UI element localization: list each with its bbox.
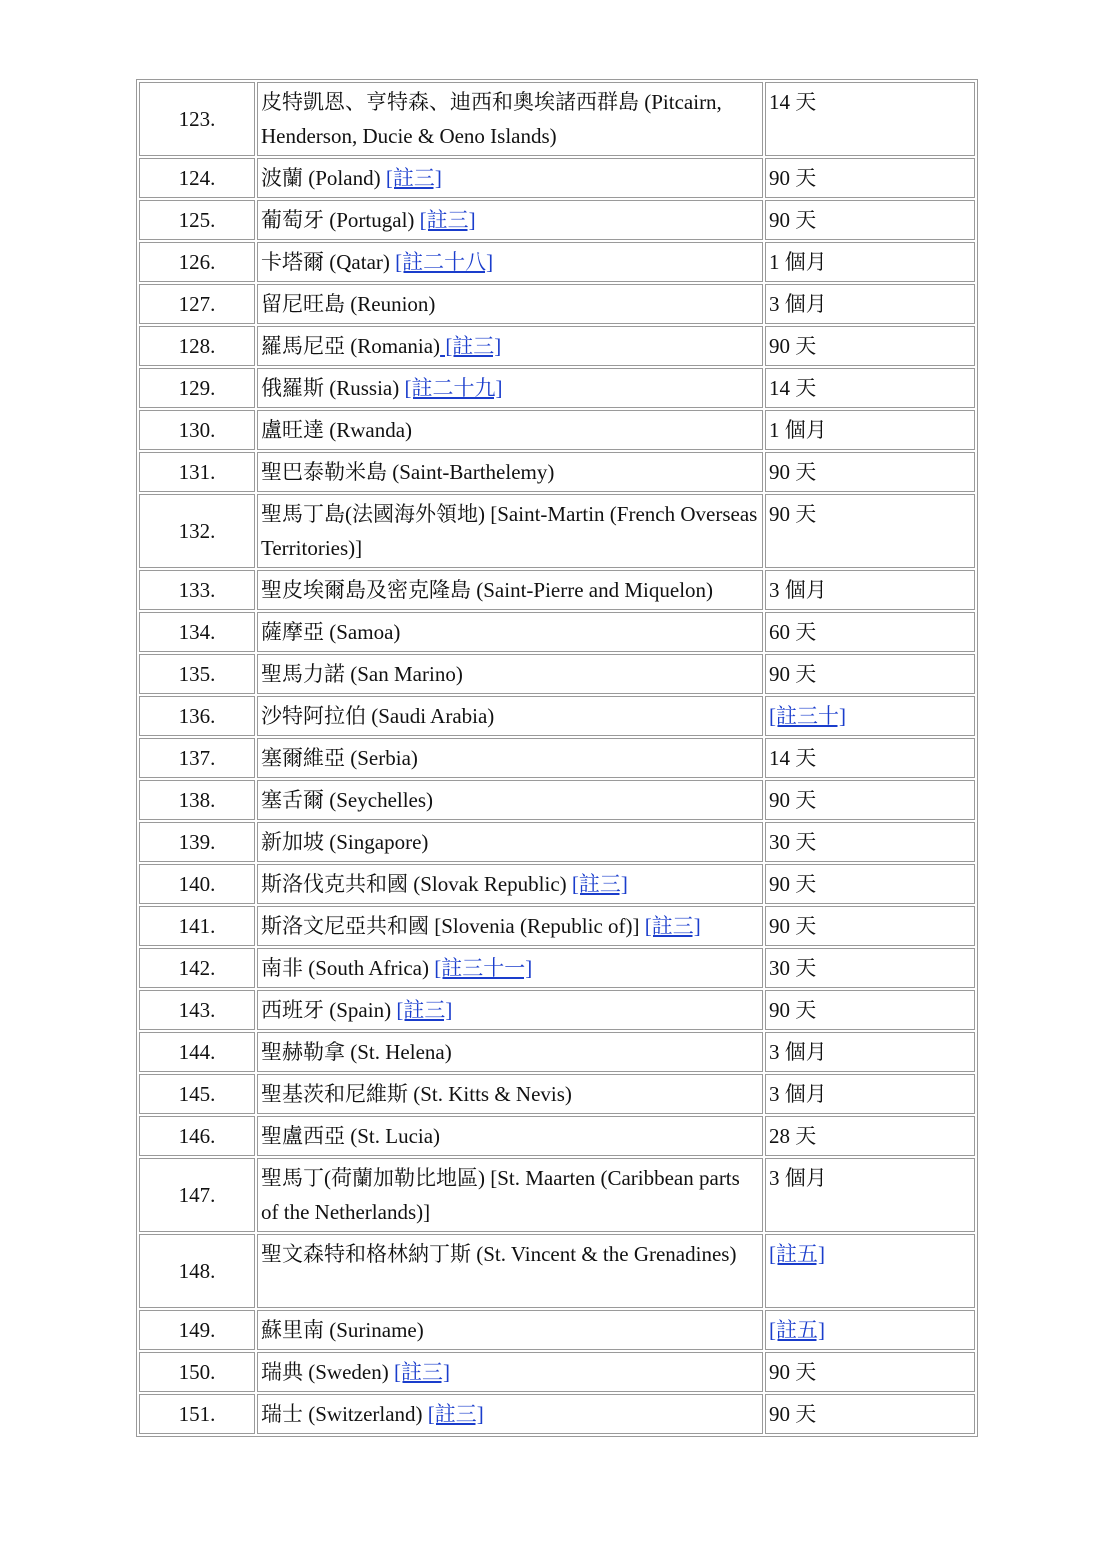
stay-cell <box>765 494 975 568</box>
stay-footnote-link[interactable]: [註五] <box>769 1242 825 1266</box>
stay-cell <box>765 822 975 862</box>
stay-cell <box>765 1032 975 1072</box>
table-row <box>139 570 975 610</box>
row-number: 137. <box>139 738 255 778</box>
country-cell <box>257 990 763 1030</box>
country-cell <box>257 284 763 324</box>
visa-free-table <box>136 79 978 1437</box>
row-number: 145. <box>139 1074 255 1114</box>
country-cell <box>257 612 763 652</box>
stay-cell <box>765 1352 975 1392</box>
stay-duration: 14 天 <box>769 376 817 400</box>
stay-duration: 30 天 <box>769 956 817 980</box>
table-row <box>139 822 975 862</box>
stay-cell <box>765 654 975 694</box>
country-cell <box>257 1394 763 1434</box>
stay-duration: 3 個月 <box>769 578 827 602</box>
country-name: 西班牙 (Spain) <box>261 998 397 1022</box>
country-name: 斯洛文尼亞共和國 [Slovenia (Republic of)] <box>261 914 645 938</box>
footnote-link[interactable]: [註三] <box>396 998 453 1022</box>
stay-duration: 90 天 <box>769 460 817 484</box>
country-cell <box>257 200 763 240</box>
stay-duration: 90 天 <box>769 1360 817 1384</box>
row-number: 142. <box>139 948 255 988</box>
stay-cell <box>765 326 975 366</box>
country-cell <box>257 242 763 282</box>
table-row <box>139 612 975 652</box>
footnote-link[interactable]: [註三] <box>427 1402 484 1426</box>
table-row <box>139 1032 975 1072</box>
country-cell <box>257 1158 763 1232</box>
country-name: 皮特凱恩、亨特森、迪西和奧埃諸西群島 (Pitcairn, Henderson, Ducie & Oeno Islands) <box>261 90 722 148</box>
stay-cell <box>765 1074 975 1114</box>
stay-cell <box>765 948 975 988</box>
country-name: 瑞典 (Sweden) <box>261 1360 394 1384</box>
table-body <box>139 82 975 1434</box>
row-number: 140. <box>139 864 255 904</box>
country-name: 塞舌爾 (Seychelles) <box>261 788 434 812</box>
stay-cell <box>765 612 975 652</box>
country-name: 羅馬尼亞 (Romania) <box>261 334 441 358</box>
stay-cell <box>765 1158 975 1232</box>
row-number: 127. <box>139 284 255 324</box>
stay-cell <box>765 242 975 282</box>
table-row <box>139 1158 975 1232</box>
country-cell <box>257 1352 763 1392</box>
country-name: 聖馬丁(荷蘭加勒比地區) [St. Maarten (Caribbean parts of the Netherlands)] <box>261 1166 740 1224</box>
table-row <box>139 738 975 778</box>
stay-duration: 60 天 <box>769 620 817 644</box>
stay-duration: 90 天 <box>769 914 817 938</box>
stay-cell <box>765 990 975 1030</box>
table-row <box>139 696 975 736</box>
country-cell <box>257 1310 763 1350</box>
stay-duration: 90 天 <box>769 872 817 896</box>
table-row <box>139 494 975 568</box>
row-number: 130. <box>139 410 255 450</box>
country-name: 聖盧西亞 (St. Lucia) <box>261 1124 441 1148</box>
stay-duration: 90 天 <box>769 334 817 358</box>
stay-cell <box>765 368 975 408</box>
country-name: 俄羅斯 (Russia) <box>261 376 405 400</box>
table-row <box>139 326 975 366</box>
country-name: 瑞士 (Switzerland) <box>261 1402 428 1426</box>
row-number: 144. <box>139 1032 255 1072</box>
footnote-link[interactable]: [註三] <box>644 914 701 938</box>
row-number: 134. <box>139 612 255 652</box>
row-number: 131. <box>139 452 255 492</box>
stay-duration: 90 天 <box>769 788 817 812</box>
stay-cell <box>765 158 975 198</box>
row-number: 125. <box>139 200 255 240</box>
country-name: 盧旺達 (Rwanda) <box>261 418 413 442</box>
footnote-link[interactable]: [註二十九] <box>404 376 503 400</box>
stay-cell <box>765 738 975 778</box>
table-row <box>139 82 975 156</box>
country-cell <box>257 158 763 198</box>
row-number: 123. <box>139 82 255 156</box>
stay-cell <box>765 1234 975 1308</box>
row-number: 149. <box>139 1310 255 1350</box>
stay-duration: 90 天 <box>769 998 817 1022</box>
footnote-link[interactable]: [註三] <box>419 208 476 232</box>
country-name: 葡萄牙 (Portugal) <box>261 208 420 232</box>
stay-duration: 90 天 <box>769 166 817 190</box>
country-name: 新加坡 (Singapore) <box>261 830 429 854</box>
country-name: 卡塔爾 (Qatar) <box>261 250 396 274</box>
table-row <box>139 242 975 282</box>
country-name: 聖皮埃爾島及密克隆島 (Saint-Pierre and Miquelon) <box>261 578 714 602</box>
table-row <box>139 1074 975 1114</box>
stay-duration: 1 個月 <box>769 418 827 442</box>
stay-cell <box>765 780 975 820</box>
table-row <box>139 990 975 1030</box>
stay-duration: 14 天 <box>769 746 817 770</box>
country-cell <box>257 452 763 492</box>
country-cell <box>257 410 763 450</box>
country-cell <box>257 696 763 736</box>
country-cell <box>257 570 763 610</box>
table-row <box>139 948 975 988</box>
country-cell <box>257 906 763 946</box>
table-row <box>139 284 975 324</box>
country-name: 薩摩亞 (Samoa) <box>261 620 401 644</box>
stay-footnote-link[interactable]: [註三十] <box>769 704 846 728</box>
country-name: 塞爾維亞 (Serbia) <box>261 746 418 770</box>
row-number: 128. <box>139 326 255 366</box>
stay-duration: 90 天 <box>769 662 817 686</box>
footnote-link[interactable]: [註三] <box>440 334 502 358</box>
stay-duration: 30 天 <box>769 830 817 854</box>
table-row <box>139 158 975 198</box>
stay-duration: 90 天 <box>769 502 817 526</box>
stay-cell <box>765 1394 975 1434</box>
country-name: 聖文森特和格林納丁斯 (St. Vincent & the Grenadines) <box>261 1242 737 1266</box>
country-cell <box>257 654 763 694</box>
stay-cell <box>765 696 975 736</box>
country-name: 聖基茨和尼維斯 (St. Kitts & Nevis) <box>261 1082 572 1106</box>
stay-duration: 1 個月 <box>769 250 827 274</box>
row-number: 124. <box>139 158 255 198</box>
row-number: 126. <box>139 242 255 282</box>
country-cell <box>257 1032 763 1072</box>
stay-cell <box>765 452 975 492</box>
country-name: 聖赫勒拿 (St. Helena) <box>261 1040 452 1064</box>
table-row <box>139 1352 975 1392</box>
country-cell <box>257 1074 763 1114</box>
row-number: 147. <box>139 1158 255 1232</box>
table-row <box>139 1234 975 1308</box>
table-row <box>139 200 975 240</box>
country-cell <box>257 822 763 862</box>
stay-cell <box>765 200 975 240</box>
stay-duration: 3 個月 <box>769 292 827 316</box>
country-cell <box>257 368 763 408</box>
country-cell <box>257 1234 763 1308</box>
footnote-link[interactable]: [註三] <box>385 166 442 190</box>
stay-cell <box>765 864 975 904</box>
row-number: 135. <box>139 654 255 694</box>
stay-duration: 28 天 <box>769 1124 817 1148</box>
row-number: 151. <box>139 1394 255 1434</box>
table-row <box>139 452 975 492</box>
table-row <box>139 368 975 408</box>
country-name: 南非 (South Africa) <box>261 956 435 980</box>
stay-cell <box>765 410 975 450</box>
stay-duration: 3 個月 <box>769 1166 827 1190</box>
country-name: 斯洛伐克共和國 (Slovak Republic) <box>261 872 572 896</box>
country-cell <box>257 780 763 820</box>
table-row <box>139 780 975 820</box>
table-row <box>139 906 975 946</box>
country-name: 沙特阿拉伯 (Saudi Arabia) <box>261 704 495 728</box>
stay-cell <box>765 1116 975 1156</box>
stay-cell <box>765 1310 975 1350</box>
country-cell <box>257 948 763 988</box>
row-number: 132. <box>139 494 255 568</box>
stay-cell <box>765 284 975 324</box>
country-name: 留尼旺島 (Reunion) <box>261 292 436 316</box>
row-number: 141. <box>139 906 255 946</box>
table-row <box>139 1116 975 1156</box>
row-number: 138. <box>139 780 255 820</box>
row-number: 148. <box>139 1234 255 1308</box>
country-name: 波蘭 (Poland) <box>261 166 386 190</box>
country-name: 蘇里南 (Suriname) <box>261 1318 424 1342</box>
country-name: 聖巴泰勒米島 (Saint-Barthelemy) <box>261 460 555 484</box>
country-cell <box>257 326 763 366</box>
stay-duration: 3 個月 <box>769 1040 827 1064</box>
footnote-link[interactable]: [註二十八] <box>395 250 494 274</box>
row-number: 150. <box>139 1352 255 1392</box>
footnote-link[interactable]: [註三] <box>571 872 628 896</box>
table-row <box>139 654 975 694</box>
table-row <box>139 1310 975 1350</box>
country-name: 聖馬力諾 (San Marino) <box>261 662 463 686</box>
stay-duration: 14 天 <box>769 90 817 114</box>
stay-cell <box>765 906 975 946</box>
table-row <box>139 410 975 450</box>
stay-cell <box>765 570 975 610</box>
country-cell <box>257 738 763 778</box>
footnote-link[interactable]: [註三] <box>393 1360 450 1384</box>
stay-footnote-link[interactable]: [註五] <box>769 1318 825 1342</box>
row-number: 129. <box>139 368 255 408</box>
row-number: 146. <box>139 1116 255 1156</box>
stay-duration: 90 天 <box>769 208 817 232</box>
country-cell <box>257 1116 763 1156</box>
row-number: 136. <box>139 696 255 736</box>
row-number: 143. <box>139 990 255 1030</box>
country-name: 聖馬丁島(法國海外領地) [Saint-Martin (French Overseas Territories)] <box>261 502 758 560</box>
row-number: 139. <box>139 822 255 862</box>
stay-duration: 3 個月 <box>769 1082 827 1106</box>
country-cell <box>257 494 763 568</box>
table-row <box>139 1394 975 1434</box>
stay-cell <box>765 82 975 156</box>
country-cell <box>257 864 763 904</box>
row-number: 133. <box>139 570 255 610</box>
country-cell <box>257 82 763 156</box>
footnote-link[interactable]: [註三十一] <box>434 956 533 980</box>
stay-duration: 90 天 <box>769 1402 817 1426</box>
table-row <box>139 864 975 904</box>
